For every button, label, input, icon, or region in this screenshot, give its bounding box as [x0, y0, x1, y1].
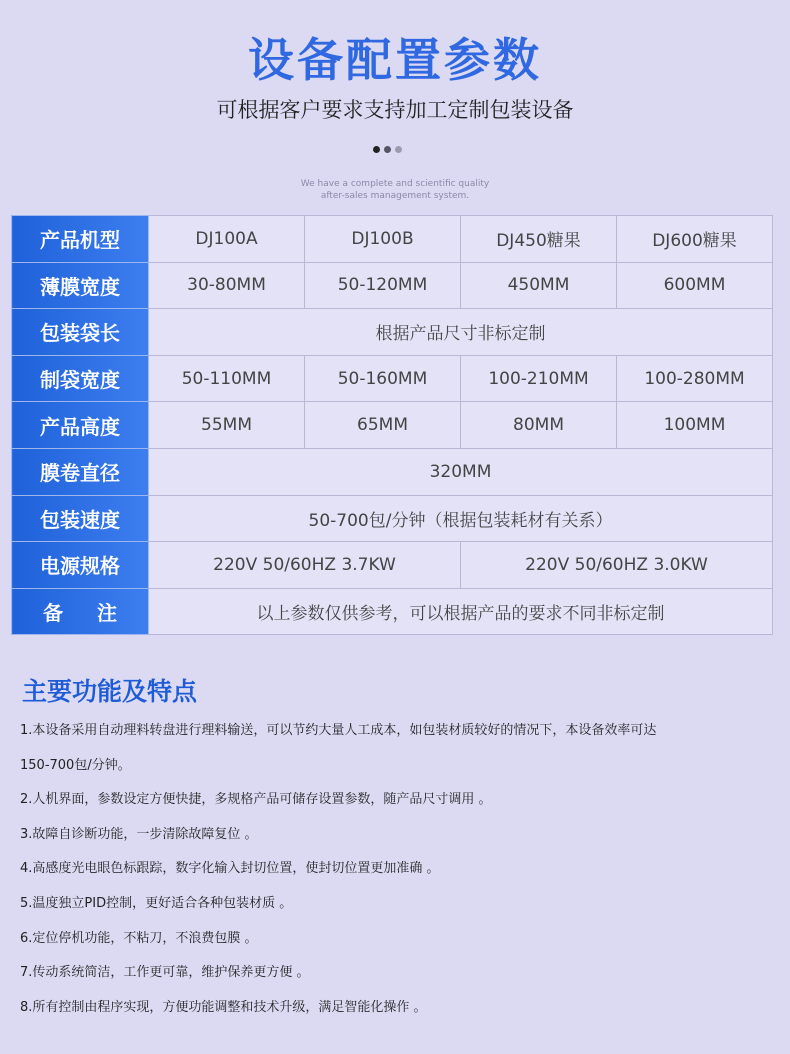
row-label-model: 产品机型 [12, 216, 149, 263]
table-row-power [12, 542, 773, 589]
model-cell: DJ600糖果 [617, 216, 773, 263]
bag-width-cell: 50-110MM [149, 355, 305, 402]
speed-cell: 50-700包/分钟（根据包装耗材有关系） [149, 495, 773, 542]
film-width-cell: 450MM [461, 262, 617, 309]
row-label-bag-width: 制袋宽度 [12, 355, 149, 402]
product-height-cell: 80MM [461, 402, 617, 449]
model-cell: DJ450糖果 [461, 216, 617, 263]
features-title: 主要功能及特点 [22, 677, 198, 706]
power-cell: 220V 50/60HZ 3.0KW [461, 542, 773, 589]
list-item: 4.高感度光电眼色标跟踪，数字化输入封切位置，使封切位置更加准确 。 [20, 861, 440, 877]
product-height-cell: 55MM [149, 402, 305, 449]
row-label-film-width: 薄膜宽度 [12, 262, 149, 309]
product-height-cell: 100MM [617, 402, 773, 449]
row-label-note-text [43, 597, 117, 626]
power-cell: 220V 50/60HZ 3.7KW [149, 542, 461, 589]
table-row-speed [12, 495, 773, 542]
note-label-char-2: 注 [97, 601, 117, 626]
bag-width-cell: 100-280MM [617, 355, 773, 402]
page-title: 设备配置参数 [248, 33, 542, 87]
decorative-dots [373, 146, 417, 154]
film-width-cell: 600MM [617, 262, 773, 309]
dot-3 [395, 146, 402, 153]
note-cell: 以上参数仅供参考，可以根据产品的要求不同非标定制 [149, 588, 773, 635]
tagline-line-1: We have a complete and scientific quality [300, 179, 490, 189]
table-row-product-height [12, 402, 773, 449]
tagline-line-2: after-sales management system. [320, 191, 470, 201]
list-item: 7.传动系统简洁，工作更可靠，维护保养更方便 。 [20, 965, 310, 981]
dot-1 [373, 146, 380, 153]
row-label-roll-diameter: 膜卷直径 [12, 448, 149, 495]
table-row-model [12, 216, 773, 263]
dot-2 [384, 146, 391, 153]
list-item: 150-700包/分钟。 [20, 757, 131, 773]
list-item: 6.定位停机功能，不粘刀，不浪费包膜 。 [20, 930, 258, 946]
product-height-cell: 65MM [305, 402, 461, 449]
row-label-product-height: 产品高度 [12, 402, 149, 449]
row-label-power: 电源规格 [12, 542, 149, 589]
table-row-roll-diameter [12, 448, 773, 495]
table-row-note [12, 588, 773, 635]
model-cell: DJ100A [149, 216, 305, 263]
film-width-cell: 30-80MM [149, 262, 305, 309]
list-item: 2.人机界面，参数设定方便快捷，多规格产品可储存设置参数，随产品尺寸调用 。 [20, 792, 492, 808]
page-subtitle: 可根据客户要求支持加工定制包装设备 [216, 98, 574, 122]
bag-width-cell: 100-210MM [461, 355, 617, 402]
table-row-film-width [12, 262, 773, 309]
row-label-note [12, 588, 149, 635]
roll-diameter-cell: 320MM [149, 448, 773, 495]
spec-table [11, 215, 773, 635]
film-width-cell: 50-120MM [305, 262, 461, 309]
table-row-bag-length [12, 309, 773, 356]
note-label-char-1: 备 [43, 601, 97, 626]
row-label-speed: 包装速度 [12, 495, 149, 542]
bag-width-cell: 50-160MM [305, 355, 461, 402]
row-label-bag-length: 包装袋长 [12, 309, 149, 356]
features-list [20, 718, 770, 1029]
list-item: 1.本设备采用自动理料转盘进行理料输送，可以节约大量人工成本，如包装材质较好的情况下，本设备效率可达 [20, 723, 657, 738]
list-item: 3.故障自诊断功能，一步清除故障复位 。 [20, 826, 258, 842]
tagline [0, 178, 790, 202]
table-row-bag-width [12, 355, 773, 402]
model-cell: DJ100B [305, 216, 461, 263]
list-item: 8.所有控制由程序实现，方便功能调整和技术升级，满足智能化操作 。 [20, 999, 427, 1015]
bag-length-cell: 根据产品尺寸非标定制 [149, 309, 773, 356]
list-item: 5.温度独立PID控制，更好适合各种包装材质 。 [20, 895, 293, 911]
